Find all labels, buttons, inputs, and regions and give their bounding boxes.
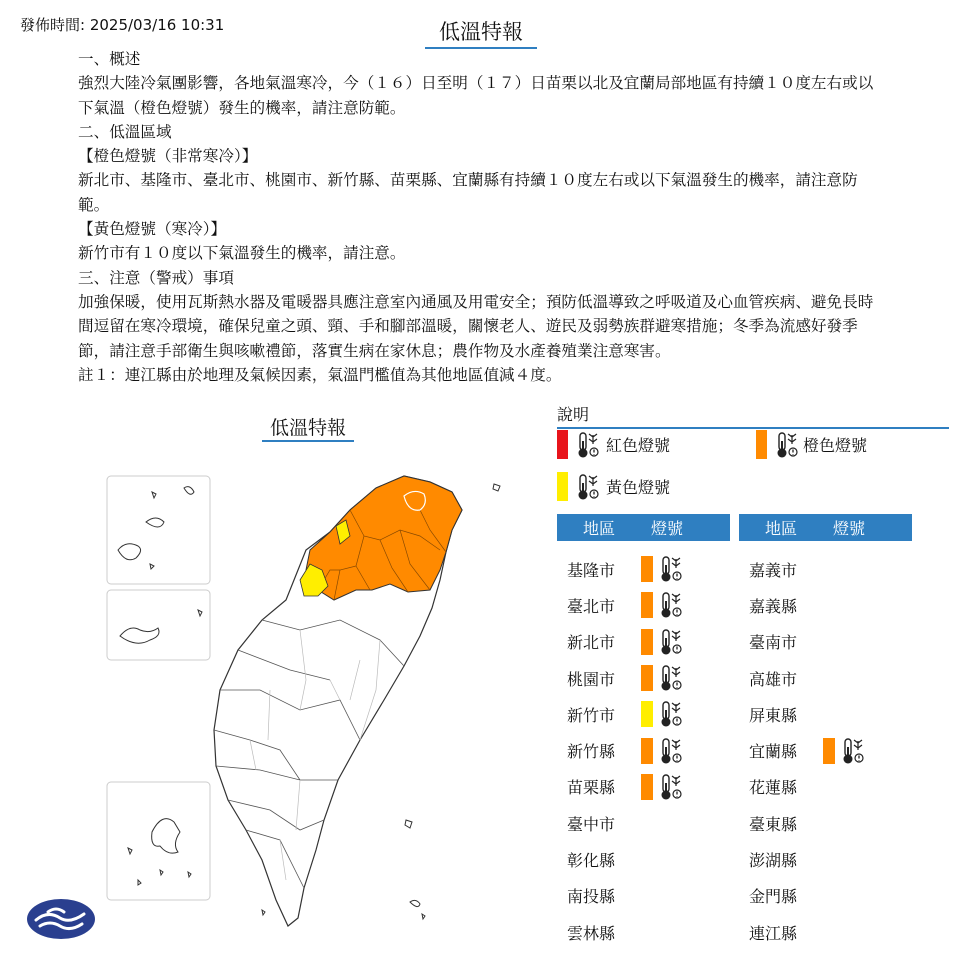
signal-table-left bbox=[557, 514, 730, 950]
region-column-header: 地區 bbox=[582, 519, 615, 538]
table-row bbox=[739, 878, 912, 914]
region-name: 新竹縣 bbox=[567, 742, 616, 762]
region-name: 雲林縣 bbox=[567, 923, 616, 943]
thermometer-icon bbox=[576, 431, 600, 459]
orange-signal-swatch bbox=[641, 774, 653, 800]
yellow-swatch bbox=[557, 472, 568, 501]
table-row bbox=[557, 805, 730, 841]
section-region-heading: 二、低溫區域 bbox=[78, 122, 172, 141]
table-header bbox=[557, 514, 730, 541]
green-island bbox=[405, 820, 412, 828]
region-name: 臺中市 bbox=[567, 814, 616, 834]
table-row bbox=[739, 660, 912, 696]
table-row bbox=[739, 769, 912, 805]
region-name: 彰化縣 bbox=[567, 851, 616, 871]
thermometer-icon bbox=[659, 628, 683, 656]
inset-kinmen-box bbox=[107, 476, 210, 584]
table-row bbox=[557, 696, 730, 732]
orange-signal-swatch bbox=[641, 556, 653, 582]
signal-cell bbox=[641, 591, 683, 619]
thermometer-icon bbox=[841, 737, 865, 765]
thermometer-icon bbox=[775, 431, 799, 459]
table-row bbox=[739, 805, 912, 841]
table-row bbox=[739, 696, 912, 732]
legend-red-label: 紅色燈號 bbox=[606, 436, 671, 455]
orange-signal-swatch bbox=[641, 665, 653, 691]
legend-title: 說明 bbox=[557, 402, 949, 429]
orange-swatch bbox=[756, 430, 767, 459]
region-name: 新竹市 bbox=[567, 705, 616, 725]
orange-signal-swatch bbox=[823, 738, 835, 764]
region-name: 澎湖縣 bbox=[749, 851, 798, 871]
thermometer-icon bbox=[659, 664, 683, 692]
table-row bbox=[557, 878, 730, 914]
table-row bbox=[739, 551, 912, 587]
orange-signal-swatch bbox=[641, 592, 653, 618]
signal-cell bbox=[641, 555, 683, 583]
thermometer-icon bbox=[576, 473, 600, 501]
map-title: 低溫特報 bbox=[262, 413, 354, 442]
table-row bbox=[557, 660, 730, 696]
region-name: 臺東縣 bbox=[749, 814, 798, 834]
liuqiu-island bbox=[262, 910, 265, 915]
yellow-signal-text: 新竹市有１０度以下氣溫發生的機率，請注意。 bbox=[78, 244, 406, 263]
region-name: 南投縣 bbox=[567, 887, 616, 907]
table-body bbox=[557, 541, 730, 950]
table-header bbox=[739, 514, 912, 541]
section-overview-text: 強烈大陸冷氣團影響，各地氣溫寒冷，今（１６）日至明（１７）日苗栗以北及宜蘭局部地區有持續１０度左右或以下氣溫（橙色燈號）發生的機率，請注意防範。 bbox=[78, 74, 874, 117]
issue-time: 發佈時間: 2025/03/16 10:31 bbox=[20, 16, 225, 34]
signal-cell bbox=[641, 628, 683, 656]
region-name: 桃園市 bbox=[567, 669, 616, 689]
turtle-island bbox=[493, 484, 500, 491]
signal-cell bbox=[641, 664, 683, 692]
footnote: 註１：連江縣由於地理及氣候因素，氣溫門檻值為其他地區值減４度。 bbox=[78, 365, 562, 384]
table-row bbox=[739, 624, 912, 660]
table-row bbox=[739, 914, 912, 950]
thermometer-icon bbox=[659, 773, 683, 801]
signal-column-header: 燈號 bbox=[651, 519, 684, 538]
signal-cell bbox=[823, 737, 865, 765]
page-title: 低溫特報 bbox=[425, 16, 537, 49]
legend-red bbox=[557, 430, 670, 459]
table-body bbox=[739, 541, 912, 950]
table-row bbox=[557, 587, 730, 623]
table-row bbox=[739, 587, 912, 623]
region-name: 臺南市 bbox=[749, 633, 798, 653]
region-name: 基隆市 bbox=[567, 560, 616, 580]
table-row bbox=[557, 914, 730, 950]
region-name: 屏東縣 bbox=[749, 705, 798, 725]
signal-column-header: 燈號 bbox=[833, 519, 866, 538]
signal-table-right bbox=[739, 514, 912, 950]
legend-orange-label: 橙色燈號 bbox=[803, 436, 868, 455]
region-name: 宜蘭縣 bbox=[749, 742, 798, 762]
warning-text bbox=[78, 47, 888, 387]
table-row bbox=[739, 732, 912, 768]
legend-orange bbox=[756, 430, 867, 459]
region-name: 連江縣 bbox=[749, 923, 798, 943]
signal-cell bbox=[641, 737, 683, 765]
red-swatch bbox=[557, 430, 568, 459]
region-name: 金門縣 bbox=[749, 887, 798, 907]
region-name: 嘉義市 bbox=[749, 560, 798, 580]
taiwan-map bbox=[0, 440, 540, 960]
yellow-signal-heading: 【黃色燈號（寒冷）】 bbox=[78, 220, 227, 239]
section-caution-heading: 三、注意（警戒）事項 bbox=[78, 268, 234, 287]
table-row bbox=[557, 732, 730, 768]
section-overview-heading: 一、概述 bbox=[78, 50, 141, 68]
thermometer-icon bbox=[659, 737, 683, 765]
orange-signal-swatch bbox=[641, 629, 653, 655]
region-name: 花蓮縣 bbox=[749, 778, 798, 798]
cwa-logo bbox=[26, 898, 96, 940]
region-name: 高雄市 bbox=[749, 669, 798, 689]
thermometer-icon bbox=[659, 555, 683, 583]
inset-matsu-box bbox=[107, 590, 210, 660]
table-row bbox=[739, 841, 912, 877]
thermometer-icon bbox=[659, 591, 683, 619]
region-name: 苗栗縣 bbox=[567, 778, 616, 798]
table-row bbox=[557, 841, 730, 877]
region-name: 臺北市 bbox=[567, 596, 616, 616]
region-column-header: 地區 bbox=[764, 519, 797, 538]
orange-signal-heading: 【橙色燈號（非常寒冷）】 bbox=[78, 147, 258, 166]
table-row bbox=[557, 624, 730, 660]
thermometer-icon bbox=[659, 700, 683, 728]
region-name: 新北市 bbox=[567, 633, 616, 653]
legend-yellow bbox=[557, 472, 670, 501]
region-name: 嘉義縣 bbox=[749, 596, 798, 616]
section-caution-text: 加強保暖，使用瓦斯熱水器及電暖器具應注意室內通風及用電安全；預防低溫導致之呼吸道及心血管疾病、避免長時間逗留在寒冷環境，確保兒童之頭、頸、手和腳部溫暖，關懷老人、遊民及弱勢族群避寒措施；冬季為流感好發季節，請注意手部衛生與咳嗽禮節，落實生病在家休息；農作物及水產養殖業注意寒害。 bbox=[78, 292, 874, 360]
orange-signal-text: 新北市、基隆市、臺北市、桃園市、新竹縣、苗栗縣、宜蘭縣有持續１０度左右或以下氣溫發生的機率，請注意防範。 bbox=[78, 171, 858, 214]
signal-cell bbox=[641, 773, 683, 801]
table-row bbox=[557, 551, 730, 587]
yellow-signal-swatch bbox=[641, 701, 653, 727]
signal-cell bbox=[641, 700, 683, 728]
orchid-island bbox=[410, 900, 425, 919]
legend-yellow-label: 黃色燈號 bbox=[606, 478, 671, 497]
table-row bbox=[557, 769, 730, 805]
orange-signal-swatch bbox=[641, 738, 653, 764]
